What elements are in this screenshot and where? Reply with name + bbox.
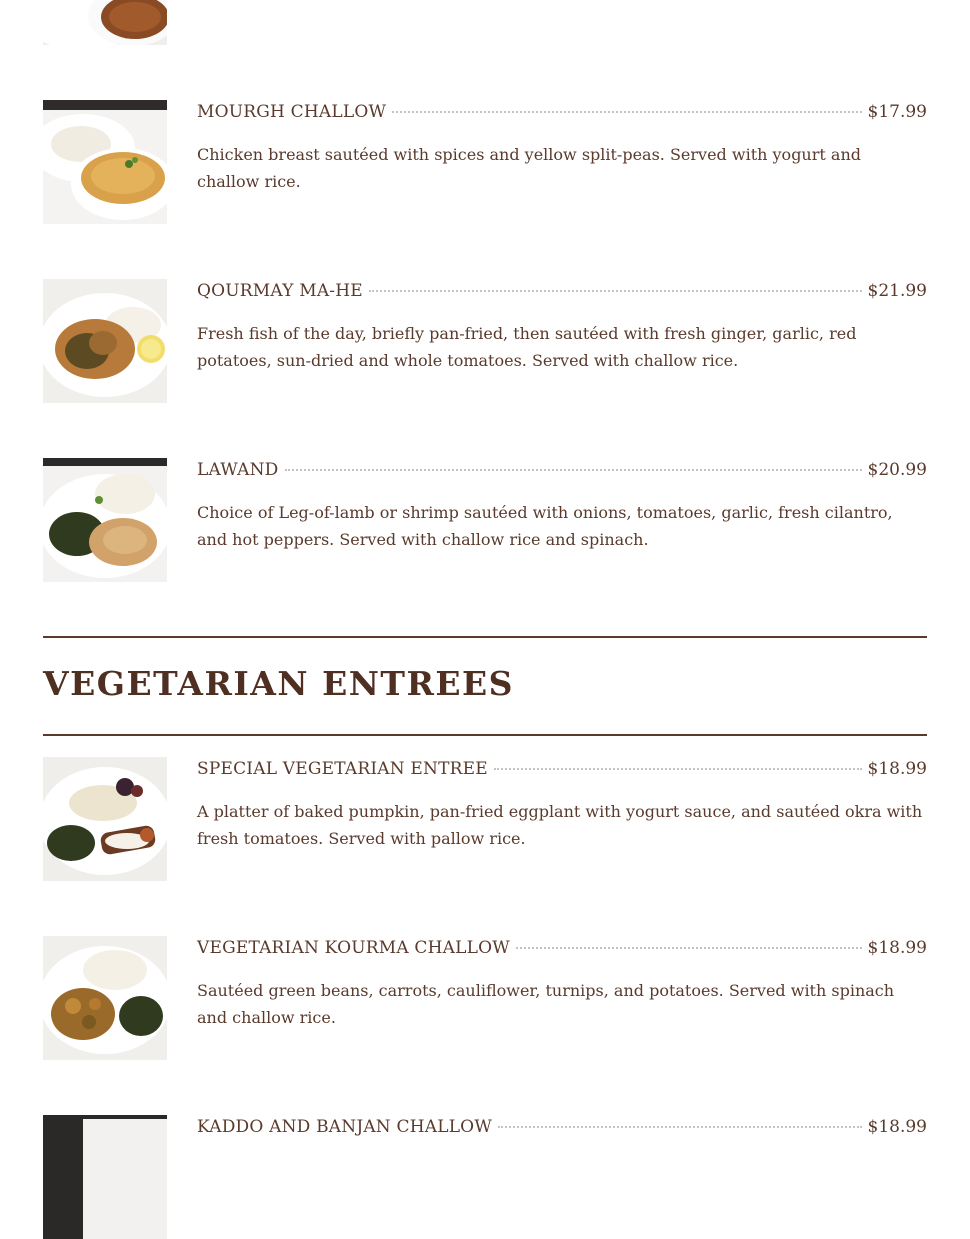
item-description: Sautéed green beans, carrots, cauliflower, turnips, and potatoes. Served with spinach and challow rice. [197, 981, 895, 1027]
item-header [197, 938, 927, 958]
dish-photo[interactable] [43, 757, 167, 881]
item-price: $17.99 [867, 102, 927, 122]
dish-photo[interactable] [43, 936, 167, 1060]
section-divider-bottom [43, 734, 927, 736]
item-header [197, 102, 927, 122]
dot-leader [516, 947, 862, 949]
item-name: LAWAND [197, 460, 279, 480]
item-description: Chicken breast sautéed with spices and yellow split-peas. Served with yogurt and challow rice. [197, 145, 861, 191]
item-header [197, 1117, 927, 1137]
section-divider-top [43, 636, 927, 638]
item-description: Choice of Leg-of-lamb or shrimp sautéed with onions, tomatoes, garlic, fresh cilantro, and hot peppers. Served with challow rice and spinach. [197, 503, 893, 549]
dish-photo[interactable] [43, 1115, 167, 1239]
dot-leader [369, 290, 862, 292]
dish-photo[interactable] [43, 279, 167, 403]
dot-leader [494, 768, 862, 770]
item-description: Fresh fish of the day, briefly pan-fried, then sautéed with fresh ginger, garlic, red potatoes, sun-dried and whole tomatoes. Served with challow rice. [197, 324, 857, 370]
item-header [197, 281, 927, 301]
dish-photo[interactable] [43, 0, 167, 45]
item-price: $20.99 [867, 460, 927, 480]
dish-photo[interactable] [43, 458, 167, 582]
item-name: KADDO AND BANJAN CHALLOW [197, 1117, 492, 1137]
item-price: $18.99 [867, 759, 927, 779]
section-title: VEGETARIAN ENTREES [43, 664, 515, 703]
item-price: $21.99 [867, 281, 927, 301]
dot-leader [285, 469, 862, 471]
item-header [197, 460, 927, 480]
item-name: QOURMAY MA-HE [197, 281, 363, 301]
item-name: SPECIAL VEGETARIAN ENTREE [197, 759, 488, 779]
dish-photo[interactable] [43, 100, 167, 224]
item-description: A platter of baked pumpkin, pan-fried eggplant with yogurt sauce, and sautéed okra with fresh tomatoes. Served with pallow rice. [197, 802, 923, 848]
item-price: $18.99 [867, 938, 927, 958]
item-name: VEGETARIAN KOURMA CHALLOW [197, 938, 510, 958]
item-header [197, 759, 927, 779]
dot-leader [392, 111, 861, 113]
item-name: MOURGH CHALLOW [197, 102, 387, 122]
item-price: $18.99 [867, 1117, 927, 1137]
